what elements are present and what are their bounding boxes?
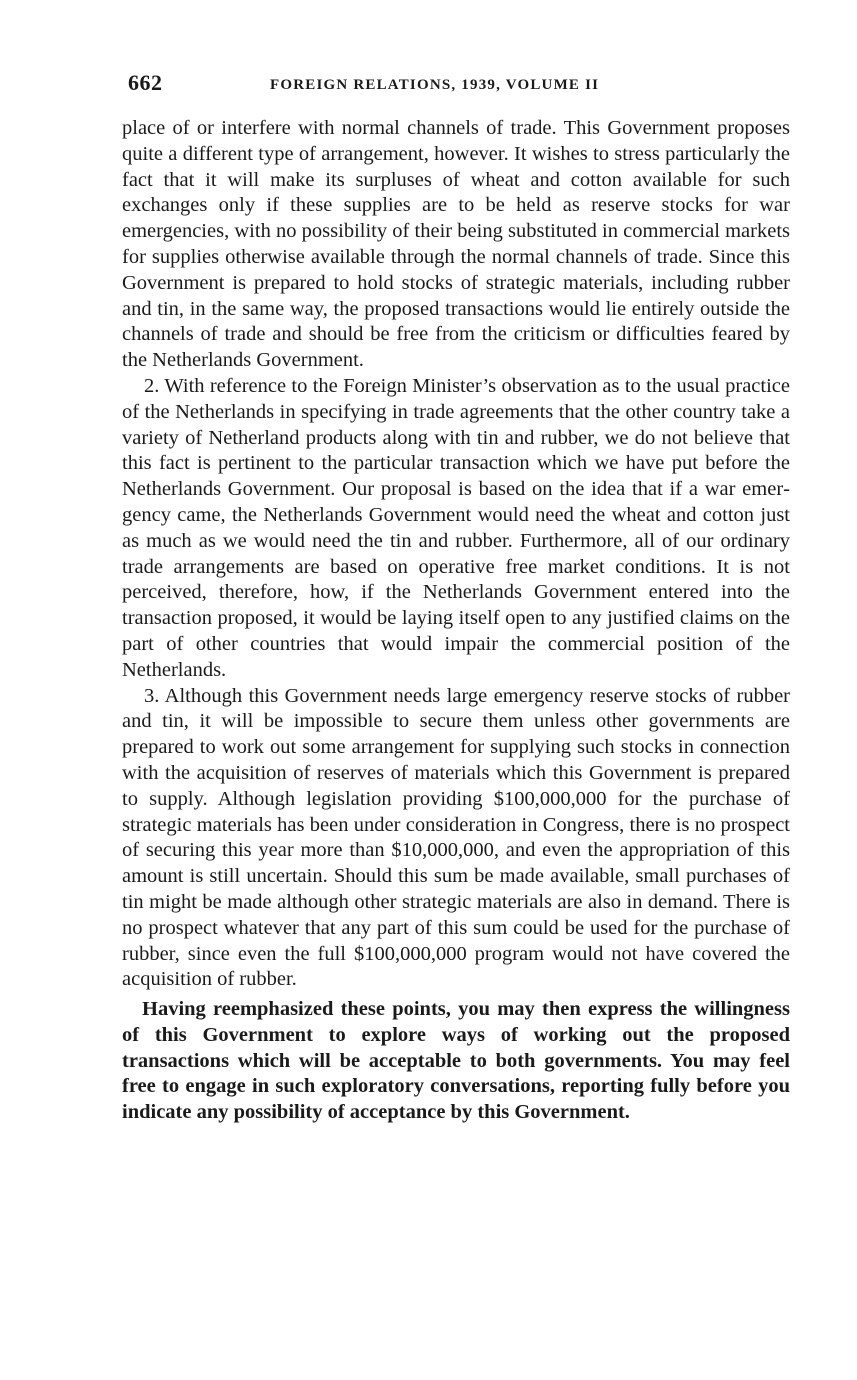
running-head: FOREIGN RELATIONS, 1939, VOLUME II — [270, 77, 600, 93]
page-header — [128, 70, 788, 100]
paragraph-closing: Having reemphasized these points, you may then express the willingness of this Government to explore ways of working out the proposed transactions which will be acceptable to both governments. You may feel free to engage in such exploratory conversations, reporting fully before you indicate any possibility of acceptance by this Government. — [122, 998, 790, 1124]
paragraph-point-2: 2. With reference to the Foreign Minister’s observation as to the usual practice of the Netherlands in specifying in trade agreements that the other country take a variety of Netherland products along with tin and rubber, we do not believe that this fact is pertinent to the particular transaction which we have put before the Netherlands Government. Our proposal is based on the idea that if a war emergency came, the Netherlands Government would need the wheat and cotton just as much as we would need the tin and rubber. Furthermore, all of our ordinary trade arrangements are based on operative free market conditions. It is not perceived, therefore, how, if the Netherlands Government entered into the transaction proposed, it would be laying itself open to any justified claims on the part of other countries that would impair the commercial position of the Netherlands. — [122, 374, 790, 681]
body-text — [122, 116, 790, 1126]
page-number: 662 — [128, 70, 163, 95]
paragraph-continuation: place of or interfere with normal channels of trade. This Government proposes quite a different type of arrangement, however. It wishes to stress particularly the fact that it will make its surpluses of wheat and cotton available for such exchanges only if these supplies are to be held as reserve stocks for war emergencies, with no possibility of their being substituted in commercial markets for supplies otherwise available through the normal channels of trade. Since this Government is prepared to hold stocks of strategic materials, including rubber and tin, in the same way, the proposed transactions would lie entirely outside the channels of trade and should be free from the criticism or difficulties feared by the Netherlands Government. — [122, 117, 790, 372]
paragraph-point-3: 3. Although this Government needs large emergency reserve stocks of rubber and tin, it will be impossible to secure them unless other governments are prepared to work out some arrangement for supplying such stocks in connection with the acquisition of reserves of materials which this Government is prepared to supply. Although legislation providing $100,000,000 for the purchase of strategic materials has been under consideration in Congress, there is no prospect of securing this year more than $10,000,000, and even the appropriation of this amount is still uncertain. Should this sum be made available, small purchases of tin might be made although other strategic materials are also in demand. There is no prospect whatever that any part of this sum could be used for the purchase of rubber, since even the full $100,000,000 program would not have covered the acquisition of rubber. — [122, 684, 790, 991]
